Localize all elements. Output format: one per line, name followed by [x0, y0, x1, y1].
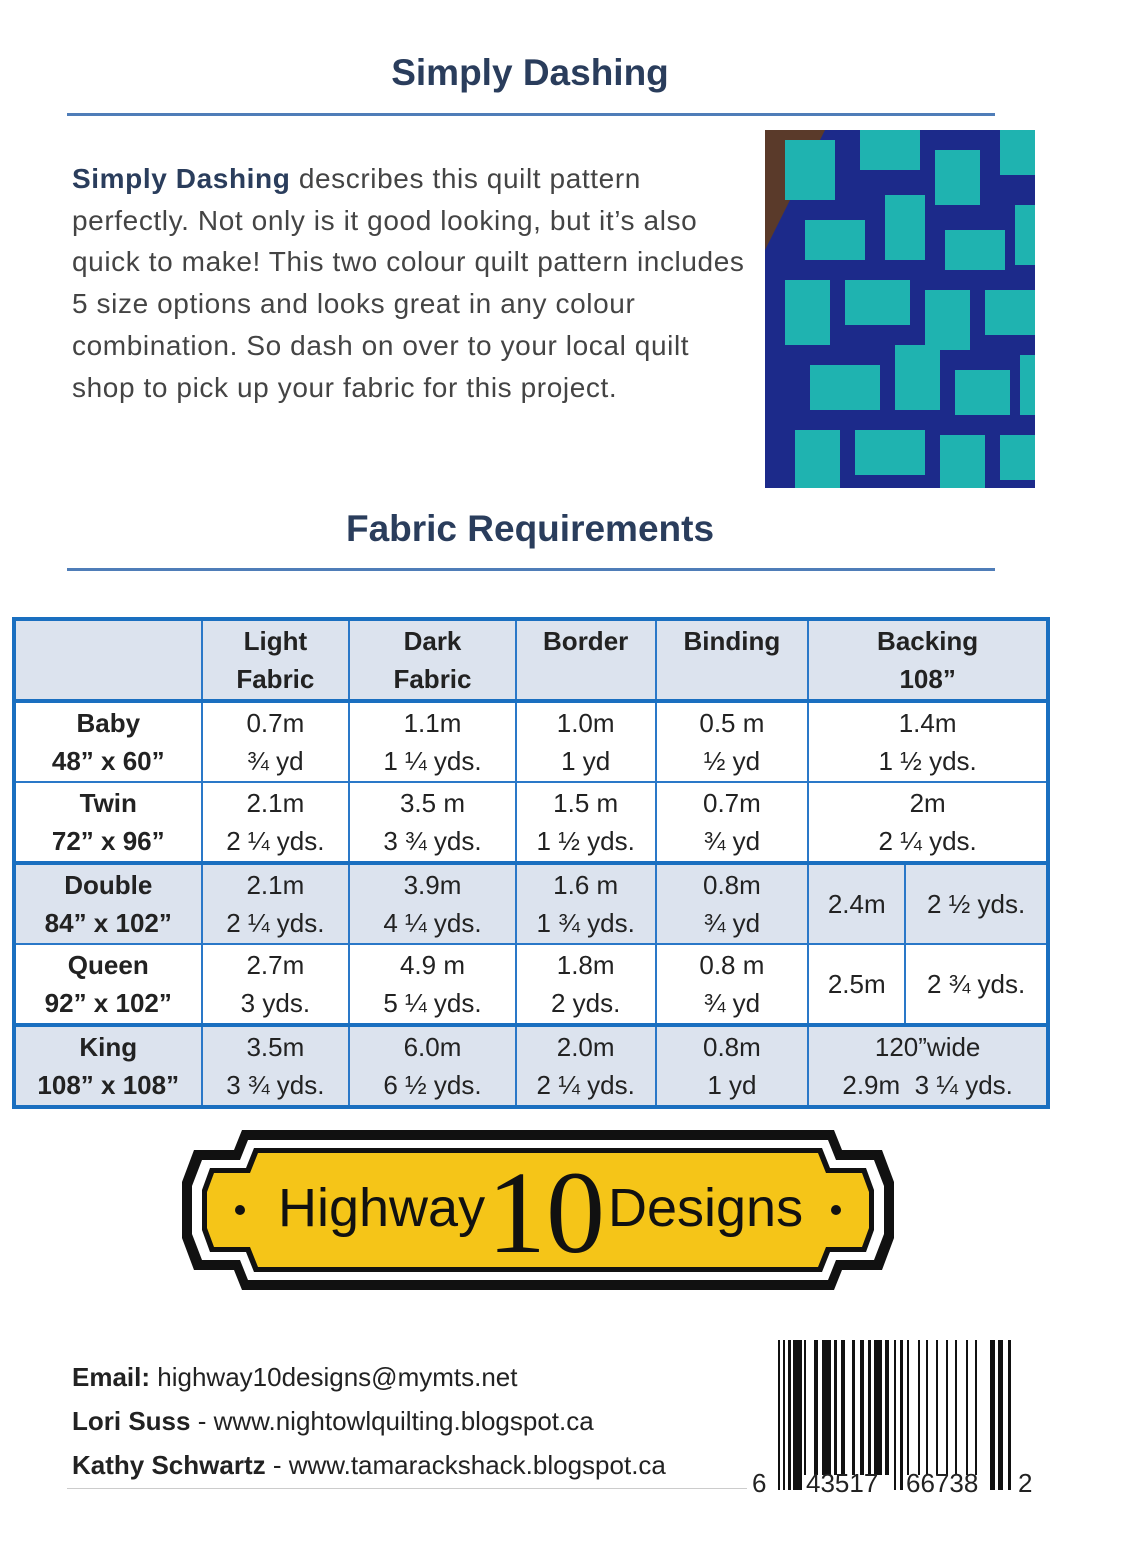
contact-info — [72, 1355, 666, 1487]
fabric-requirements-table — [12, 617, 1050, 1109]
border-cell: 2.0m 2 ¼ yds. — [516, 1025, 656, 1107]
light-cell: 0.7m ¾ yd — [202, 701, 350, 782]
light-cell: 2.7m 3 yds. — [202, 944, 350, 1025]
contact-kathy: Kathy Schwartz - www.tamarackshack.blogspot.ca — [72, 1450, 666, 1480]
size-cell: Double 84” x 102” — [14, 863, 202, 944]
page-title: Simply Dashing — [391, 52, 669, 93]
size-cell: Queen 92” x 102” — [14, 944, 202, 1025]
barcode-bar — [998, 1340, 1003, 1490]
email-line: Email: highway10designs@mymts.net — [72, 1362, 518, 1392]
binding-cell: 0.8m ¾ yd — [656, 863, 809, 944]
light-cell: 2.1m 2 ¼ yds. — [202, 782, 350, 863]
backing-cell: 120”wide 2.9m 3 ¼ yds. — [808, 1025, 1048, 1107]
barcode-bar — [783, 1340, 785, 1490]
barcode-bar — [778, 1340, 780, 1490]
barcode-digits-right: 66738 — [906, 1468, 979, 1498]
barcode-digit-last: 2 — [1018, 1468, 1033, 1498]
svg-text:Designs: Designs — [608, 1178, 804, 1238]
barcode-bar — [990, 1340, 995, 1490]
backing-cell: 1.4m 1 ½ yds. — [808, 701, 1048, 782]
kathy-website-link[interactable]: - www.tamarackshack.blogspot.ca — [265, 1450, 666, 1480]
barcode-bar — [900, 1340, 903, 1490]
table-row-king — [14, 1025, 1048, 1107]
description — [72, 158, 752, 408]
size-cell: Baby 48” x 60” — [14, 701, 202, 782]
barcode-bar — [834, 1340, 837, 1475]
lori-website-link[interactable]: - www.nightowlquilting.blogspot.ca — [190, 1406, 594, 1436]
barcode-bar — [868, 1340, 871, 1475]
contact-lori: Lori Suss - www.nightowlquilting.blogspot.ca — [72, 1406, 594, 1436]
barcode-digits-left: 43517 — [806, 1468, 879, 1498]
dark-cell: 1.1m 1 ¼ yds. — [349, 701, 516, 782]
barcode-bar — [966, 1340, 968, 1475]
barcode-bar — [860, 1340, 864, 1475]
binding-cell: 0.8 m ¾ yd — [656, 944, 809, 1025]
table-row-queen — [14, 944, 1048, 1025]
border-cell: 1.5 m 1 ½ yds. — [516, 782, 656, 863]
svg-text:Highway: Highway — [278, 1178, 486, 1238]
barcode — [752, 1337, 1042, 1502]
header-border: Border — [516, 619, 656, 701]
header-light-fabric: Light Fabric — [202, 619, 350, 701]
barcode-bar — [788, 1340, 791, 1490]
header-binding: Binding — [656, 619, 809, 701]
header-backing: Backing 108” — [808, 619, 1048, 701]
border-cell: 1.8m 2 yds. — [516, 944, 656, 1025]
barcode-bar — [946, 1340, 948, 1475]
backing-cell: 2m 2 ¼ yds. — [808, 782, 1048, 863]
barcode-bar — [793, 1340, 802, 1490]
email-link[interactable]: highway10designs@mymts.net — [150, 1362, 518, 1392]
size-cell: King 108” x 108” — [14, 1025, 202, 1107]
border-cell: 1.6 m 1 ¾ yds. — [516, 863, 656, 944]
description-lead: Simply Dashing — [72, 163, 291, 194]
table-header-row — [14, 619, 1048, 701]
table-row-baby — [14, 701, 1048, 782]
fabric-requirements-title: Fabric Requirements — [345, 508, 715, 549]
highway-10-designs-logo — [182, 1122, 894, 1298]
description-body: describes this quilt pattern perfectly. Not only is it good looking, but it’s also quick to make! This two colour quilt pattern includes 5 size options and looks great in any colour combination. So dash on over to your local quilt shop to pick up your fabric for this project. — [72, 163, 745, 403]
barcode-bar — [894, 1340, 896, 1490]
barcode-bar — [926, 1340, 928, 1475]
dark-cell: 3.9m 4 ¼ yds. — [349, 863, 516, 944]
quilt-photo — [765, 130, 1035, 488]
requirements-divider — [67, 568, 995, 571]
header-dark-fabric: Dark Fabric — [349, 619, 516, 701]
size-cell: Twin 72” x 96” — [14, 782, 202, 863]
barcode-bar — [1008, 1340, 1011, 1490]
barcode-bar — [852, 1340, 855, 1475]
barcode-bar — [841, 1340, 845, 1475]
binding-cell: 0.8m 1 yd — [656, 1025, 809, 1107]
svg-text:10: 10 — [487, 1147, 605, 1278]
barcode-digit-first: 6 — [752, 1468, 767, 1498]
backing-metric-cell: 2.4m — [808, 863, 905, 944]
barcode-bar — [975, 1340, 977, 1475]
barcode-bar — [814, 1340, 818, 1475]
barcode-bar — [822, 1340, 831, 1475]
table-row-double — [14, 863, 1048, 944]
barcode-bar — [907, 1340, 909, 1475]
dark-cell: 3.5 m 3 ¾ yds. — [349, 782, 516, 863]
backing-yards-cell: 2 ¾ yds. — [905, 944, 1048, 1025]
barcode-bar — [804, 1340, 806, 1475]
binding-cell: 0.5 m ½ yd — [656, 701, 809, 782]
footer-divider — [67, 1488, 747, 1489]
binding-cell: 0.7m ¾ yd — [656, 782, 809, 863]
barcode-bar — [936, 1340, 938, 1475]
dark-cell: 4.9 m 5 ¼ yds. — [349, 944, 516, 1025]
title-divider — [67, 113, 995, 116]
backing-metric-cell: 2.5m — [808, 944, 905, 1025]
border-cell: 1.0m 1 yd — [516, 701, 656, 782]
light-cell: 3.5m 3 ¾ yds. — [202, 1025, 350, 1107]
light-cell: 2.1m 2 ¼ yds. — [202, 863, 350, 944]
barcode-bar — [874, 1340, 882, 1475]
barcode-bar — [918, 1340, 920, 1475]
header-size — [14, 619, 202, 701]
barcode-bar — [955, 1340, 957, 1475]
barcode-bar — [885, 1340, 889, 1475]
dark-cell: 6.0m 6 ½ yds. — [349, 1025, 516, 1107]
backing-yards-cell: 2 ½ yds. — [905, 863, 1048, 944]
table-row-twin — [14, 782, 1048, 863]
